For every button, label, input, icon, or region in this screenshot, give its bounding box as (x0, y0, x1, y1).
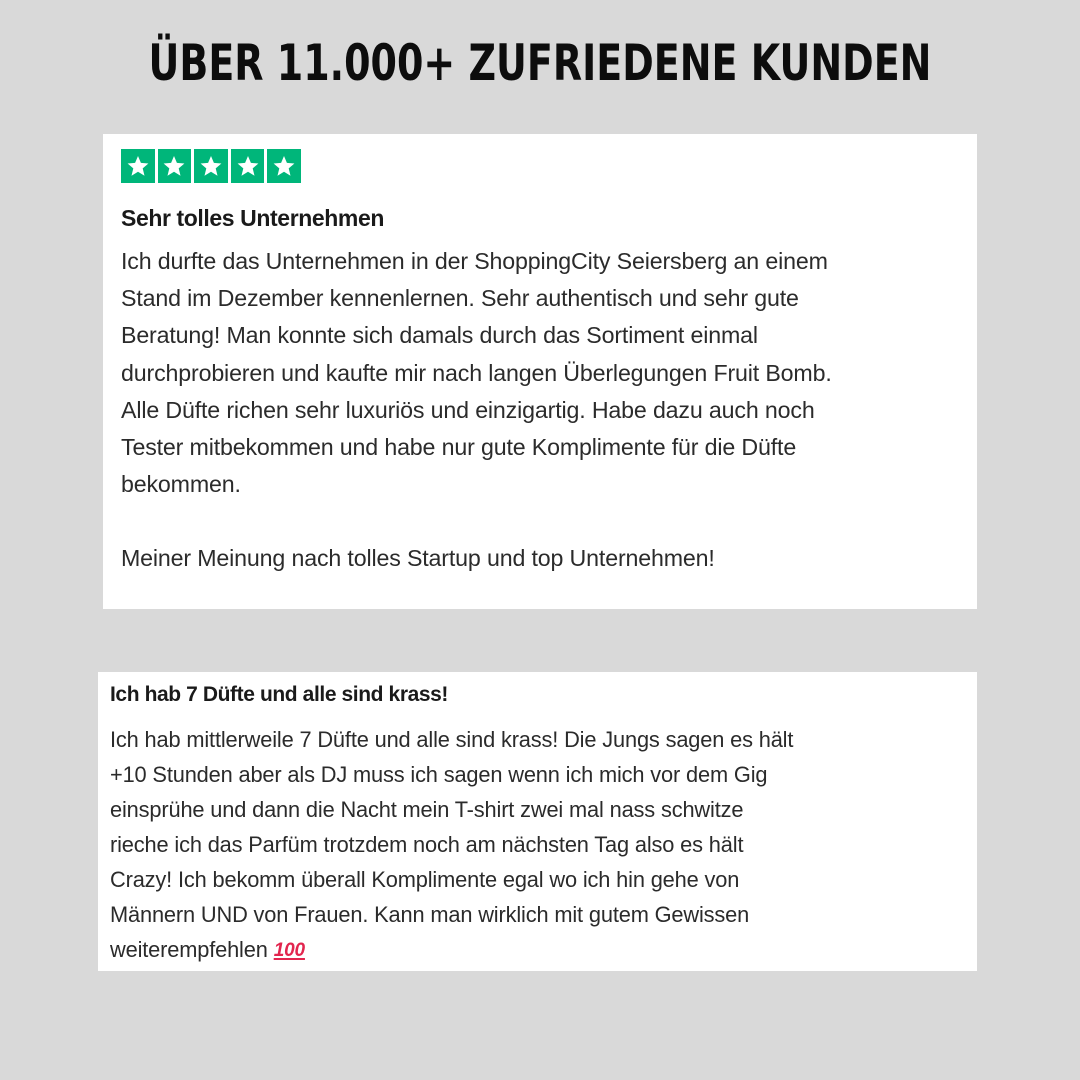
review-text-line: einsprühe und dann die Nacht mein T-shirt zwei mal nass schwitze (110, 797, 744, 822)
review-card-1 (103, 134, 977, 609)
review-text-line: Tester mitbekommen und habe nur gute Komplimente für die Düfte (121, 434, 797, 461)
review-body (121, 243, 977, 578)
star-icon (231, 149, 265, 183)
star-rating (121, 149, 977, 183)
star-icon (194, 149, 228, 183)
page-headline: ÜBER 11.000+ ZUFRIEDENE KUNDEN (148, 34, 932, 92)
review-text-line: Stand im Dezember kennenlernen. Sehr authentisch und sehr gute (121, 285, 799, 312)
review-title: Ich hab 7 Düfte und alle sind krass! (110, 683, 449, 706)
review-text-line: Crazy! Ich bekomm überall Komplimente egal wo ich hin gehe von (110, 867, 740, 892)
review-text-line: Männern UND von Frauen. Kann man wirklich mit gutem Gewissen (110, 902, 750, 927)
review-text-line-last (110, 932, 977, 968)
review-text-line: +10 Stunden aber als DJ muss ich sagen wenn ich mich vor dem Gig (110, 762, 768, 787)
review-text-line: bekommen. (121, 471, 241, 498)
review-text-line: Alle Düfte richen sehr luxuriös und einzigartig. Habe dazu auch noch (121, 396, 815, 423)
review-text-line: rieche ich das Parfüm trotzdem noch am nächsten Tag also es hält (110, 832, 744, 857)
review-closing-line: Meiner Meinung nach tolles Startup und top Unternehmen! (121, 545, 715, 572)
review-body (110, 722, 977, 968)
review-text-fragment: weiterempfehlen (110, 937, 268, 962)
star-icon (158, 149, 192, 183)
hundred-points-icon: 100 (273, 940, 305, 961)
review-text-line: Ich hab mittlerweile 7 Düfte und alle sind krass! Die Jungs sagen es hält (110, 727, 794, 752)
star-icon (267, 149, 301, 183)
review-title: Sehr tolles Unternehmen (121, 205, 385, 231)
review-text-line: durchprobieren und kaufte mir nach langen Überlegungen Fruit Bomb. (121, 359, 832, 386)
review-text-line: Beratung! Man konnte sich damals durch das Sortiment einmal (121, 322, 758, 349)
review-card-2 (98, 672, 977, 971)
review-text-line: Ich durfte das Unternehmen in der ShoppingCity Seiersberg an einem (121, 248, 828, 274)
star-icon (121, 149, 155, 183)
